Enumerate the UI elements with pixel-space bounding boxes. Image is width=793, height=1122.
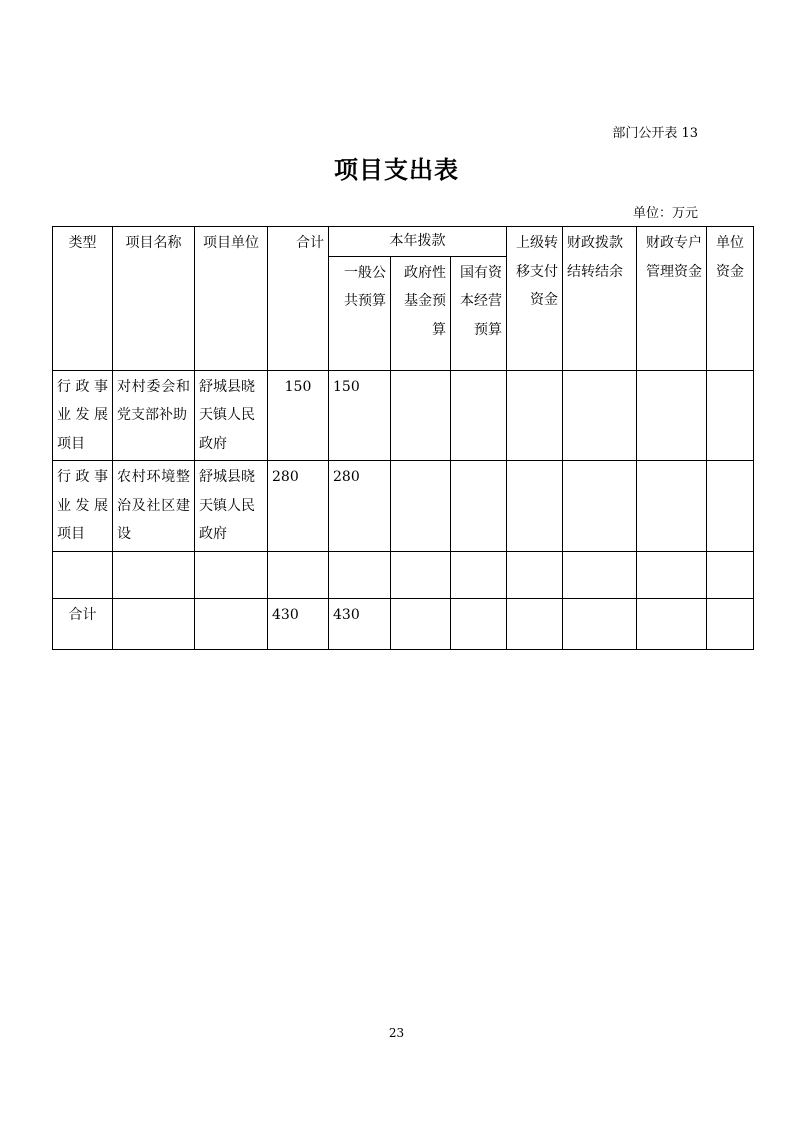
cell-gov-fund-budget xyxy=(391,551,451,598)
summary-empty-cell xyxy=(391,598,451,649)
cell-carryover xyxy=(563,461,637,552)
summary-general-budget: 430 xyxy=(329,598,391,649)
cell-carryover xyxy=(563,551,637,598)
column-header-type: 类型 xyxy=(53,227,113,371)
table-row xyxy=(53,461,754,552)
cell-total: 280 xyxy=(268,461,329,552)
column-header-project-unit: 项目单位 xyxy=(195,227,268,371)
cell-unit-funds xyxy=(707,370,754,461)
table-row xyxy=(53,370,754,461)
cell-state-capital-budget xyxy=(451,551,507,598)
cell-gov-fund-budget xyxy=(391,370,451,461)
cell-carryover xyxy=(563,370,637,461)
summary-empty-cell xyxy=(113,598,195,649)
cell-state-capital-budget xyxy=(451,370,507,461)
summary-empty-cell xyxy=(195,598,268,649)
summary-empty-cell xyxy=(507,598,563,649)
summary-row xyxy=(53,598,754,649)
cell-general-budget: 150 xyxy=(329,370,391,461)
column-header-unit-funds: 单位资金 xyxy=(707,227,754,371)
column-header-carryover: 财政拨款结转结余 xyxy=(563,227,637,371)
column-header-state-capital-budget: 国有资本经营预算 xyxy=(451,256,507,370)
cell-general-budget: 280 xyxy=(329,461,391,552)
project-expense-table xyxy=(52,226,754,650)
unit-label: 单位：万元 xyxy=(632,206,698,221)
cell-superior-transfer xyxy=(507,551,563,598)
summary-empty-cell xyxy=(707,598,754,649)
cell-project-name xyxy=(113,551,195,598)
summary-label: 合计 xyxy=(53,598,113,649)
cell-project-unit: 舒城县晓天镇人民政府 xyxy=(195,461,268,552)
cell-gov-fund-budget xyxy=(391,461,451,552)
form-code: 部门公开表 13 xyxy=(612,126,698,141)
column-header-total: 合计 xyxy=(268,227,329,371)
cell-total xyxy=(268,551,329,598)
summary-empty-cell xyxy=(637,598,707,649)
cell-general-budget xyxy=(329,551,391,598)
cell-project-unit: 舒城县晓天镇人民政府 xyxy=(195,370,268,461)
cell-project-name: 对村委会和党支部补助 xyxy=(113,370,195,461)
column-header-superior-transfer: 上级转移支付资金 xyxy=(507,227,563,371)
summary-empty-cell xyxy=(563,598,637,649)
column-header-current-allocation: 本年拨款 xyxy=(329,227,507,257)
summary-empty-cell xyxy=(451,598,507,649)
column-header-general-budget: 一般公共预算 xyxy=(329,256,391,370)
cell-superior-transfer xyxy=(507,370,563,461)
cell-state-capital-budget xyxy=(451,461,507,552)
cell-project-name: 农村环境整治及社区建设 xyxy=(113,461,195,552)
cell-type: 行政事业发展项目 xyxy=(53,370,113,461)
table-row xyxy=(53,551,754,598)
cell-special-account xyxy=(637,370,707,461)
cell-project-unit xyxy=(195,551,268,598)
cell-total: 150 xyxy=(268,370,329,461)
summary-total: 430 xyxy=(268,598,329,649)
cell-special-account xyxy=(637,551,707,598)
page-title: 项目支出表 xyxy=(334,156,459,184)
page-number: 23 xyxy=(388,1026,405,1040)
cell-superior-transfer xyxy=(507,461,563,552)
column-header-gov-fund-budget: 政府性基金预算 xyxy=(391,256,451,370)
column-header-project-name: 项目名称 xyxy=(113,227,195,371)
cell-special-account xyxy=(637,461,707,552)
cell-type xyxy=(53,551,113,598)
cell-type: 行政事业发展项目 xyxy=(53,461,113,552)
column-header-special-account: 财政专户管理资金 xyxy=(637,227,707,371)
table-header-row-1 xyxy=(53,227,754,257)
cell-unit-funds xyxy=(707,461,754,552)
cell-unit-funds xyxy=(707,551,754,598)
